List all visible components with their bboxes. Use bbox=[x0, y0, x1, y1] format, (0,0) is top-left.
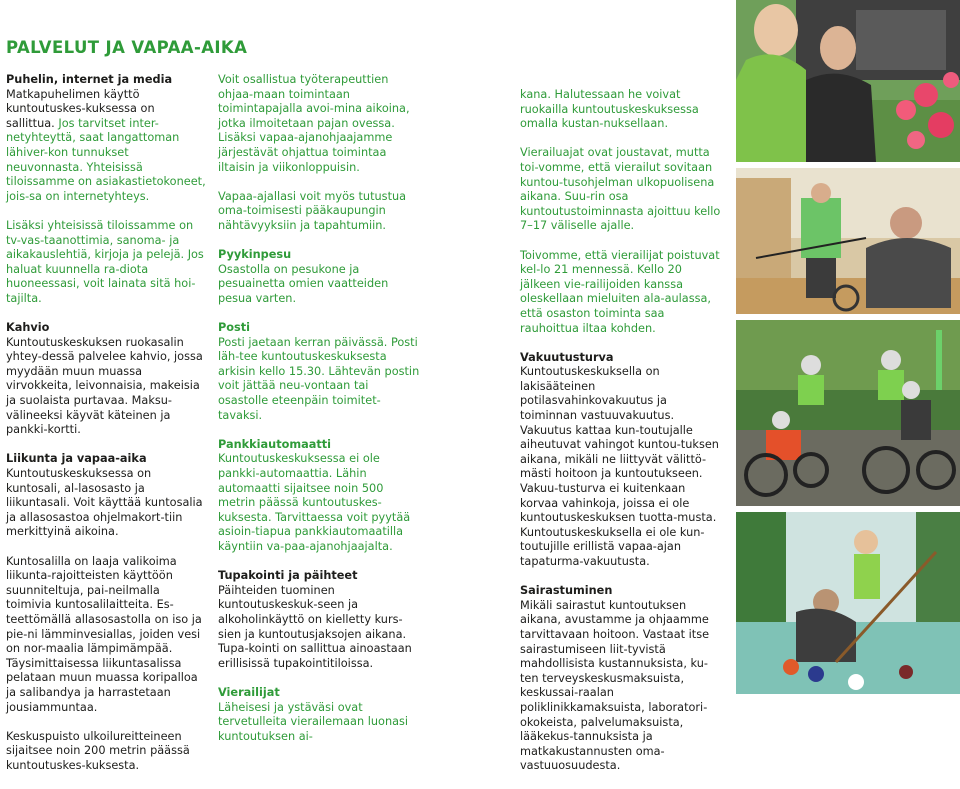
heading-insurance: Vakuutusturva bbox=[520, 350, 614, 364]
page-title: PALVELUT JA VAPAA-AIKA bbox=[6, 38, 248, 57]
paragraph-illness: Mikäli sairastut kuntoutuksen aikana, avustamme ja ohjaamme tarvittavaan hoitoon. Vastaat itse sairastumiseen liit-tyvistä mahdollisista kustannuksista, ku-ten terveyskeskusmaksuista, keskussai-raalan poliklinikkamaksuista, laboratori-okokeista, palvelumaksuista, lääkekus-tannuksista ja matkakustannusten oma-vastuuosuudesta. bbox=[520, 598, 710, 773]
heading-smoking-substances: Tupakointi ja päihteet bbox=[218, 569, 358, 583]
paragraph-tv-radio: Lisäksi yhteisissä tiloissamme on tv-vas-taanottimia, sanoma- ja aikakauslehtiä, kirjoja ja pelejä. Jos haluat kuunnella ra-diota huoneessasi, voit lainata sitä hoi-tajilta. bbox=[6, 218, 204, 305]
photo-archery-gym bbox=[736, 168, 960, 314]
text-column-2 bbox=[218, 73, 420, 759]
paragraph-phone-internet bbox=[6, 88, 206, 205]
photo-strip bbox=[736, 0, 960, 694]
paragraph-laundry: Osastolla on pesukone ja pesuainetta omien vaatteiden pesua varten. bbox=[218, 262, 389, 305]
paragraph-mail: Posti jaetaan kerran päivässä. Posti läh-tee kuntoutuskeskuksesta arkisin kello 15.30. Lähtevän postin voit jättää neu-vontaan tai osastolle eteenpäin toimitet-tavaksi. bbox=[218, 335, 420, 422]
paragraph-visitors: Läheisesi ja ystäväsi ovat tervetulleita vierailemaan luonasi kuntoutuksen ai- bbox=[218, 700, 409, 743]
heading-illness: Sairastuminen bbox=[520, 584, 613, 598]
paragraph-sports-2: Kuntosalilla on laaja valikoima liikunta-rajoitteisten käyttöön suunniteltuja, pai-neilmalla toimivia kuntosalilaitteita. Es-teettömällä allasosastolla on iso ja pie-ni lämminvesiallas, joiden vesi on nor-maalia lämpimämpää. Täysimittaisessa liikuntasalissa pelataan muun muassa koripalloa ja salibandya ja harrastetaan jousiammuntaa. bbox=[6, 554, 202, 714]
text-internet-access: Jos tarvitset inter-netyhteyttä, saat langattoman lähiver-kon tunnukset neuvonnasta. Yhteisissä tiloissamme on asiakastietokoneet, jois-sa on internetyhteys. bbox=[6, 116, 206, 203]
heading-sports-leisure: Liikunta ja vapaa-aika bbox=[6, 452, 147, 466]
photo-billiards bbox=[736, 512, 960, 694]
heading-mail: Posti bbox=[218, 321, 251, 335]
paragraph-cafe: Kuntoutuskeskuksen ruokasalin yhtey-dessä palvelee kahvio, jossa myydään muun muassa virvokkeita, leivonnaisia, makeisia ja suolaista purtavaa. Maksu-välineeksi käyvät käteinen ja pankki-kortti. bbox=[6, 335, 203, 437]
paragraph-insurance: Kuntoutuskeskuksella on lakisääteinen potilasvahinkovakuutus ja toiminnan vastuuvakuutus. Vakuutus kattaa kun-toutujalle aiheutuvat vahingot kuntou-tuksen aikana, mikäli ne liittyvät välittö-mästi hoitoon ja kuntoutukseen. Vakuu-tusturva ei kuitenkaan korvaa vahinkoja, joissa ei ole kuntoutuskeskuksen tuotta-musta. Kuntoutuskeskuksella ei ole kun-toutujille erillistä vapaa-ajan tapaturma-vakuutusta. bbox=[520, 365, 719, 568]
photo-garden-elderly-man bbox=[736, 0, 960, 162]
photo-handbike-cyclists bbox=[736, 320, 960, 506]
text-phone-usage: Matkapuhelimen käyttö kuntoutuskes-kuksessa on sallittua. bbox=[6, 87, 155, 130]
paragraph-sports-1: Kuntoutuskeskuksessa on kuntosali, al-lasosasto ja liikuntasali. Voit käyttää kuntosalia ja allasosastoa ohjelmakort-tiin merkittyinä aikoina. bbox=[6, 467, 203, 539]
heading-phone-internet-media: Puhelin, internet ja media bbox=[6, 73, 173, 86]
text-column-1 bbox=[6, 73, 206, 788]
paragraph-workshop: Voit osallistua työterapeuttien ohjaa-maan toimintaan toimintapajalla avoi-mina aikoina, jotka ilmoitetaan pajan ovessa. Lisäksi vapaa-ajanohjaajamme järjestävät ohjattua toimintaa iltaisin ja viikonloppuisin. bbox=[218, 73, 410, 174]
paragraph-visitors-leave: Toivomme, että vierailijat poistuvat kel-lo 21 mennessä. Kello 20 jälkeen vie-railijoiden kanssa oleskellaan mieluiten ala-aulassa, että osaston toiminta saa rauhoittua iltaa kohden. bbox=[520, 248, 720, 335]
paragraph-visitors-cont: kana. Halutessaan he voivat ruokailla kuntoutuskeskuksessa omalla kustan-nuksellaan. bbox=[520, 88, 699, 131]
heading-laundry: Pyykinpesu bbox=[218, 248, 292, 262]
heading-atm: Pankkiautomaatti bbox=[218, 437, 332, 451]
heading-cafe: Kahvio bbox=[6, 321, 50, 335]
paragraph-central-park: Keskuspuisto ulkoilureitteineen sijaitsee noin 200 metrin päässä kuntoutuskes-kuksesta. bbox=[6, 729, 190, 772]
paragraph-visiting-hours: Vierailuajat ovat joustavat, mutta toi-vomme, että vierailut sovitaan kuntou-tusohjelman ulkopuolisena aikana. Suu-rin osa kuntoutustoiminnasta ajoittuu kello 7–17 väliselle ajalle. bbox=[520, 146, 721, 233]
paragraph-sights: Vapaa-ajallasi voit myös tutustua oma-toimisesti pääkaupungin nähtävyyksiin ja tapahtumiin. bbox=[218, 189, 407, 232]
paragraph-atm: Kuntoutuskeskuksessa ei ole pankki-automaattia. Lähin automaatti sijaitsee noin 500 metrin päässä kuntoutuskes-kuksesta. Tarvittaessa voit pyytää asioin-tiapua pankkiautomaatilla käyntiin va-paa-ajanohjaajalta. bbox=[218, 452, 411, 553]
text-column-3 bbox=[520, 88, 723, 789]
paragraph-smoking: Päihteiden tuominen kuntoutuskeskuk-seen ja alkoholinkäyttö on kielletty kurs-sien ja kuntoutusjaksojen aikana. Tupa-kointi on sallittua ainoastaan erillisissä tupakointitiloissa. bbox=[218, 583, 412, 670]
heading-visitors: Vierailijat bbox=[218, 685, 280, 699]
